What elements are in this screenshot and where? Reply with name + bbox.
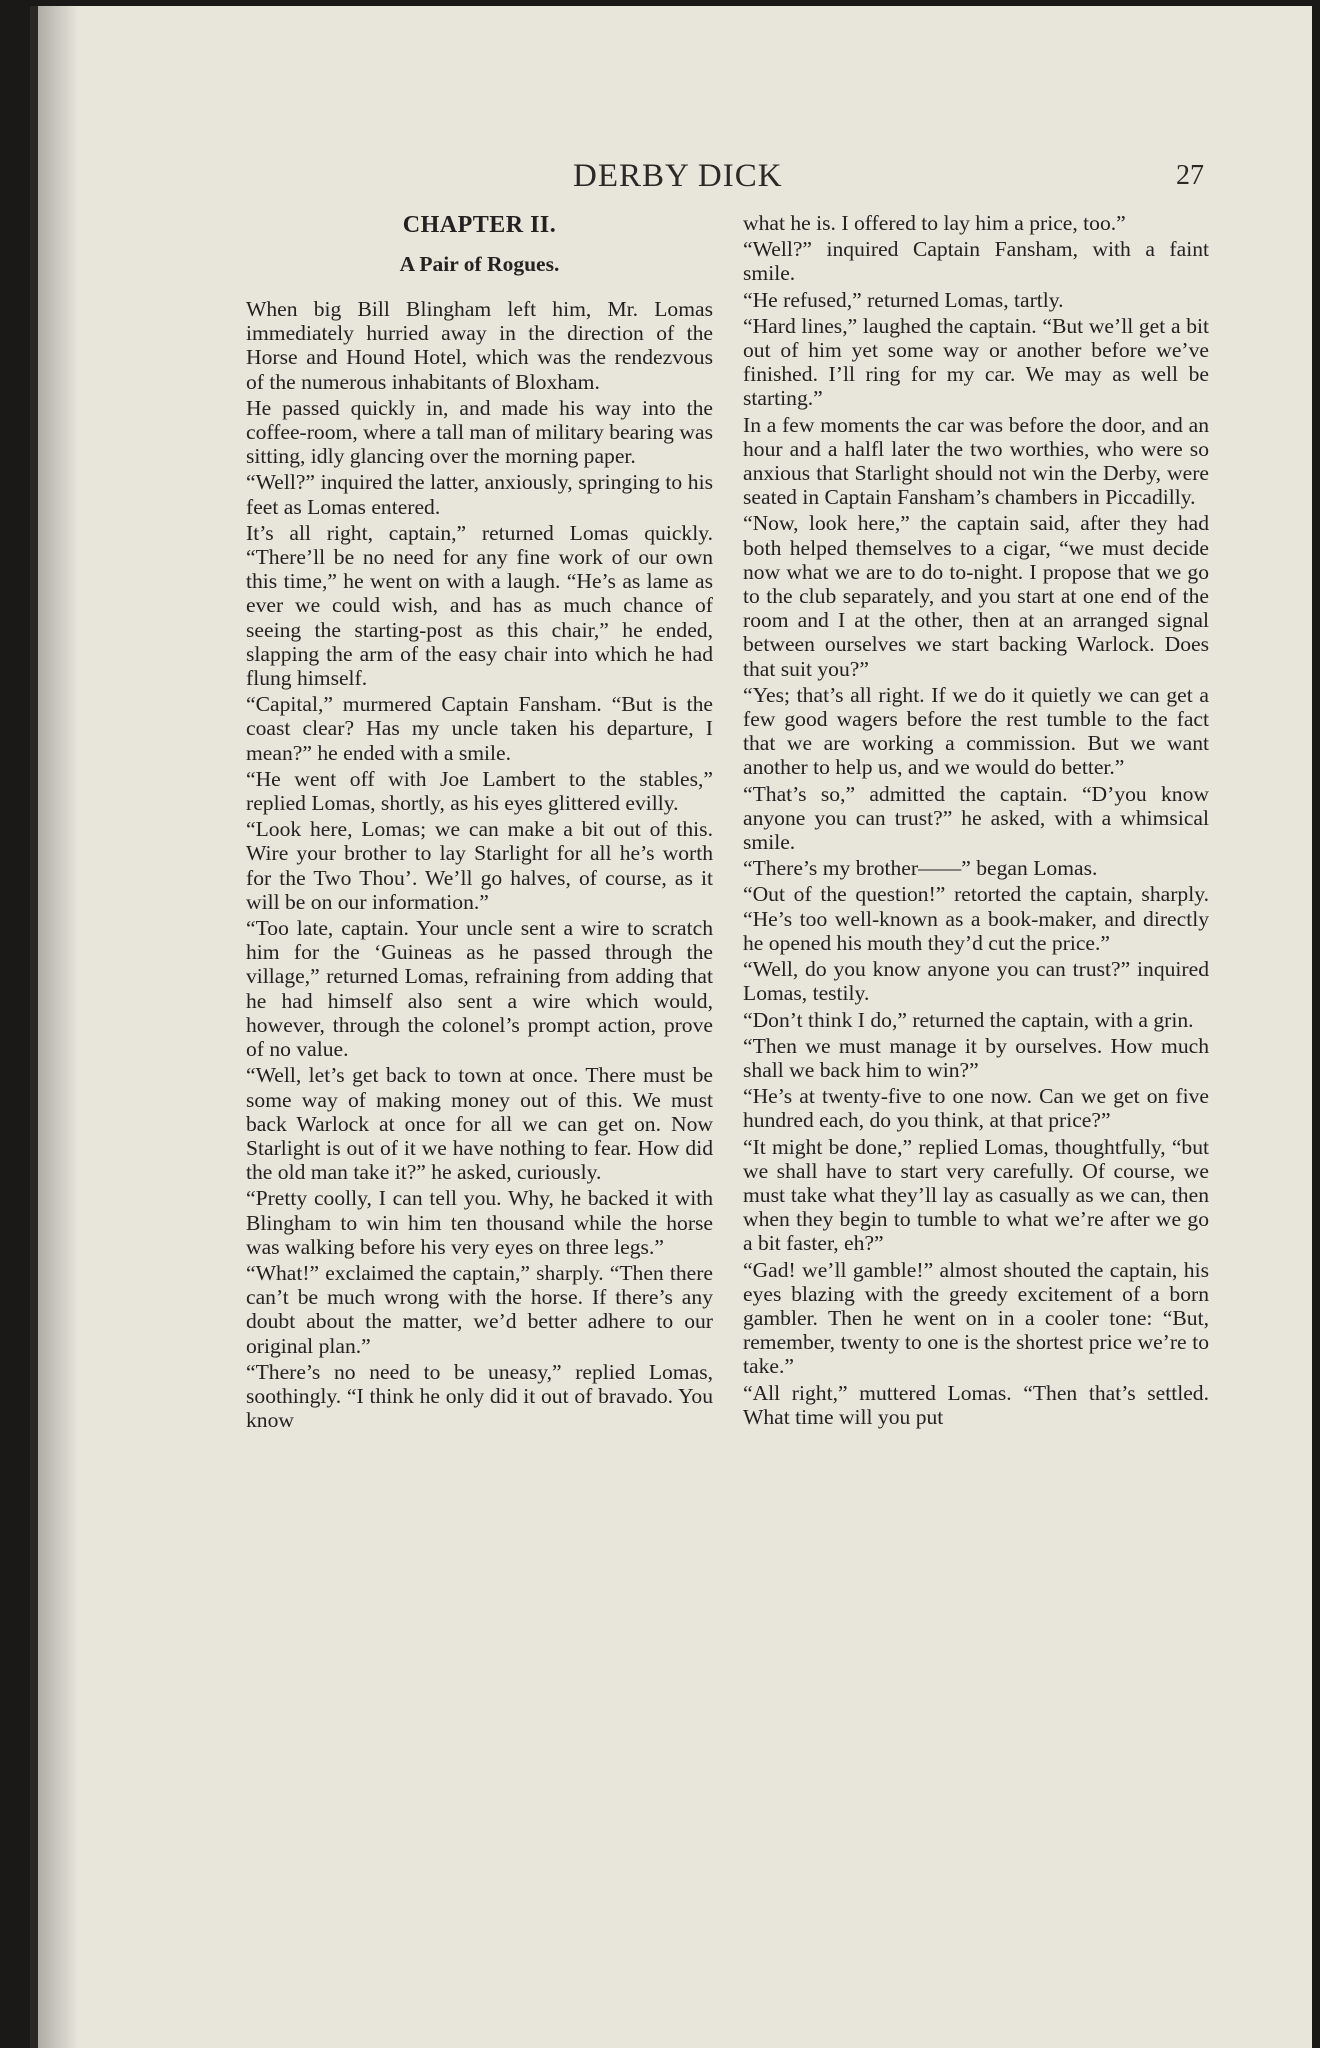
page-binding-shadow — [38, 6, 78, 2048]
paragraph: “Look here, Lomas; we can make a bit out of this. Wire your brother to lay Starlight for all he’s worth for the Two Thou’. We’ll go halves, of course, as it will be on our information.” — [246, 817, 713, 914]
paragraph: “Gad! we’ll gamble!” almost shouted the captain, his eyes blazing with the greedy excitement of a born gambler. Then he went on in a cooler tone: “But, remember, twenty to one is the shortest price we’re to take.” — [743, 1257, 1209, 1379]
paragraph: “Yes; that’s all right. If we do it quietly we can get a few good wagers before the rest tumble to the fact that we are working a commission. But we want another to help us, and we would do better.” — [743, 682, 1209, 780]
paragraph: “There’s no need to be uneasy,” replied Lomas, soothingly. “I think he only did it out of bravado. You know — [246, 1359, 713, 1433]
paragraph: “Hard lines,” laughed the captain. “But we’ll get a bit out of him yet some way or another before we’ve finished. I’ll ring for my car. We may as well be starting.” — [743, 313, 1209, 411]
paragraph: “That’s so,” admitted the captain. “D’you know anyone you can trust?” he asked, with a whimsical smile. — [743, 781, 1209, 855]
paragraph: “Then we must manage it by ourselves. How much shall we back him to win?” — [743, 1033, 1209, 1082]
paragraph: “He went off with Joe Lambert to the stables,” replied Lomas, shortly, as his eyes glittered evilly. — [246, 766, 713, 816]
running-head — [38, 158, 1312, 198]
paragraph: It’s all right, captain,” returned Lomas quickly. “There’ll be no need for any fine work of our own this time,” he went on with a laugh. “He’s as lame as ever we could wish, and has as much chance of seeing the starting-post as this chair,” he ended, slapping the arm of the easy chair into which he had flung himself. — [246, 520, 713, 691]
chapter-subtitle: A Pair of Rogues. — [399, 252, 560, 276]
page-number: 27 — [1176, 160, 1204, 191]
paragraph: “Well, let’s get back to town at once. There must be some way of making money out of this. We must back Warlock at once for all we can get on. Now Starlight is out of it we have nothing to fear. How did the old man take it?” he asked, curiously. — [246, 1063, 713, 1185]
paragraph: “Pretty coolly, I can tell you. Why, he backed it with Blingham to win him ten thousand while the horse was walking before his very eyes on three legs.” — [246, 1186, 713, 1259]
book-page — [30, 6, 1312, 2048]
right-column — [743, 211, 1209, 1429]
paragraph: “He’s at twenty-five to one now. Can we get on five hundred each, do you think, at that price?” — [743, 1084, 1209, 1133]
paragraph: “What!” exclaimed the captain,” sharply. “Then there can’t be much wrong with the horse. If there’s any doubt about the matter, we’d better adhere to our original plan.” — [246, 1260, 713, 1358]
paragraph: “Capital,” murmered Captain Fansham. “But is the coast clear? Has my uncle taken his departure, I mean?” he ended with a smile. — [246, 692, 713, 765]
paragraph: what he is. I offered to lay him a price, too.” — [743, 211, 1126, 235]
paragraph: He passed quickly in, and made his way into the coffee-room, where a tall man of military bearing was sitting, idly glancing over the morning paper. — [246, 395, 713, 469]
left-column — [246, 211, 713, 1432]
paragraph: “He refused,” returned Lomas, tartly. — [743, 287, 1064, 312]
paragraph: “Well?” inquired Captain Fansham, with a faint smile. — [743, 237, 1209, 286]
chapter-heading: CHAPTER II. — [402, 212, 557, 238]
paragraph: “All right,” muttered Lomas. “Then that’s settled. What time will you put — [743, 1380, 1209, 1429]
paragraph: “Now, look here,” the captain said, after they had both helped themselves to a cigar, “we must decide now what we are to do to-night. I propose that we go to the club separately, and you start at one end of the room and I at the other, then at an arranged signal between ourselves we start backing Warlock. Does that suit you?” — [743, 511, 1209, 681]
paragraph: “Well?” inquired the latter, anxiously, springing to his feet as Lomas entered. — [246, 470, 713, 519]
paragraph: “Well, do you know anyone you can trust?” inquired Lomas, testily. — [743, 957, 1209, 1006]
paragraph: “Out of the question!” retorted the captain, sharply. “He’s too well-known as a book-maker, and directly he opened his mouth they’d cut the price.” — [743, 882, 1209, 955]
paragraph: When big Bill Blingham left him, Mr. Lomas immediately hurried away in the direction of the Horse and Hound Hotel, which was the rendezvous of the numerous inhabitants of Bloxham. — [246, 297, 713, 394]
paragraph: In a few moments the car was before the door, and an hour and a halfl later the two worthies, who were so anxious that Starlight should not win the Derby, were seated in Captain Fansham’s chambers in Piccadilly. — [743, 412, 1209, 510]
paragraph: “Don’t think I do,” returned the captain, with a grin. — [743, 1007, 1194, 1032]
paragraph: “There’s my brother——” began Lomas. — [743, 856, 1098, 881]
running-title: DERBY DICK — [573, 158, 783, 194]
paragraph: “Too late, captain. Your uncle sent a wire to scratch him for the ‘Guineas as he passed through the village,” returned Lomas, refraining from adding that he had himself also sent a wire which would, however, through the colonel’s prompt action, prove of no value. — [246, 916, 713, 1062]
paragraph: “It might be done,” replied Lomas, thoughtfully, “but we shall have to start very carefully. Of course, we must take what they’ll lay as casually as we can, then when they begin to tumble to what we’re after we go a bit faster, eh?” — [743, 1134, 1209, 1256]
